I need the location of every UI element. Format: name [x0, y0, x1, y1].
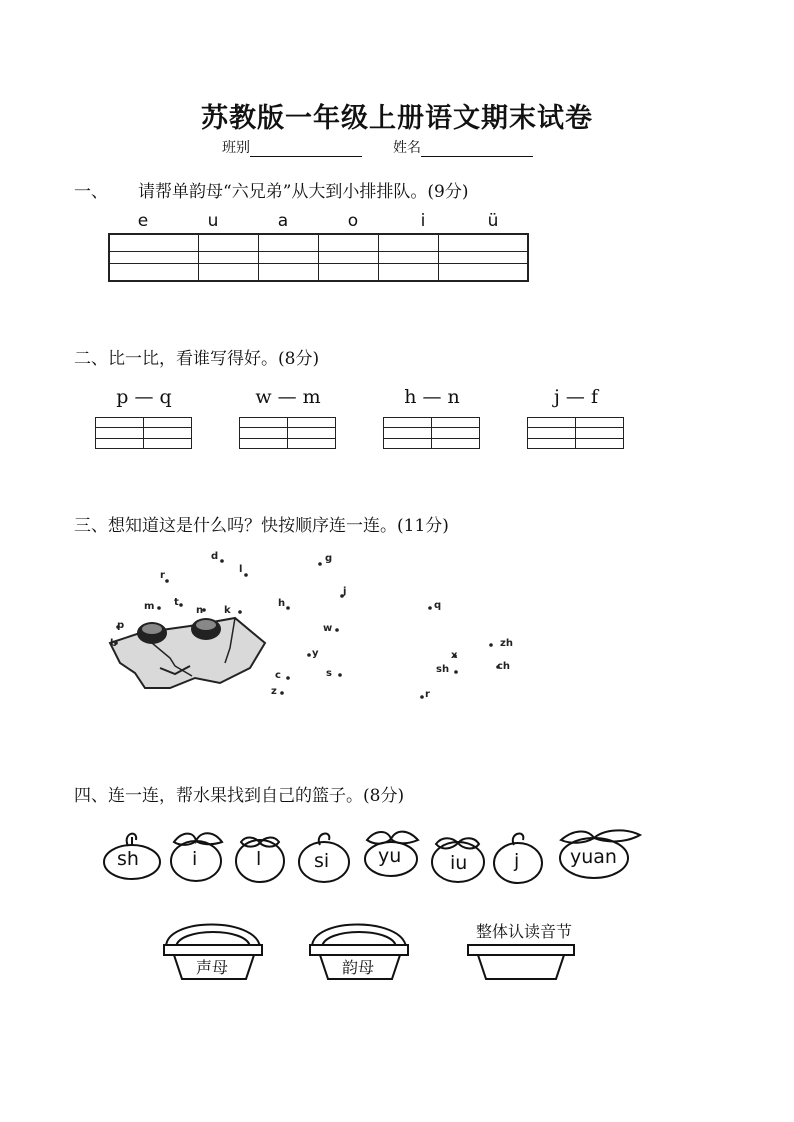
name-label: 姓名 [393, 140, 421, 156]
pair-writing-grid[interactable] [527, 417, 624, 449]
section1-heading [74, 177, 468, 202]
dot-letter: q [434, 600, 442, 611]
dot-letter: zh [500, 638, 513, 649]
pair-writing-grid[interactable] [239, 417, 336, 449]
fruit-label: sh [117, 848, 139, 870]
dot-letter: x [451, 650, 458, 661]
basket-label: 声母 [196, 958, 229, 977]
fruit-label: yu [378, 845, 402, 867]
dot-letter: r [425, 689, 430, 700]
dot-to-dot-illustration [100, 548, 550, 726]
fruit-label: l [256, 848, 262, 870]
pair-writing-grid[interactable] [95, 417, 192, 449]
dot-letter: t [174, 597, 179, 608]
letter-pair: h — n [404, 386, 460, 408]
dot-letter: d [211, 551, 219, 562]
fruit-basket-illustration [86, 815, 646, 1010]
dot-letter: s [326, 668, 332, 679]
dot-letter: g [325, 553, 333, 564]
fruit-label: si [314, 850, 330, 872]
dot-letter: m [144, 601, 155, 612]
dot-letter: j [343, 586, 347, 597]
class-field [222, 137, 362, 157]
section2-heading: 二、比一比，看谁写得好。(8分) [74, 349, 320, 369]
class-label: 班别 [222, 140, 250, 156]
dot-letter: l [239, 564, 243, 575]
dot-letter: w [323, 623, 333, 634]
vowel-label: u [207, 211, 219, 231]
basket-label: 整体认读音节 [476, 922, 573, 941]
fruit-basket-picture [86, 815, 646, 1010]
vowel-row [108, 211, 528, 231]
section1-instruction: 请帮单韵母“六兄弟”从大到小排排队。(9分) [138, 182, 469, 202]
dot-letter: b [110, 638, 118, 649]
fruit-label: yuan [570, 846, 617, 868]
page-title: 苏教版一年级上册语文期末试卷 [201, 103, 593, 134]
dot-letter: n [196, 605, 204, 616]
vowel-writing-grid[interactable] [108, 233, 529, 282]
class-blank[interactable] [250, 141, 362, 157]
pair-writing-grid[interactable] [383, 417, 480, 449]
dot-letter: z [271, 686, 277, 697]
dot-letter: r [160, 570, 165, 581]
vowel-label: e [137, 211, 149, 231]
letter-pair: p — q [116, 386, 172, 408]
dot-letter: c [275, 670, 281, 681]
fruit-label: j [514, 850, 520, 872]
dot-to-dot-picture [100, 548, 550, 726]
vowel-label: o [347, 211, 359, 231]
dot-letter: y [312, 648, 319, 659]
dot-letter: h [278, 598, 286, 609]
fruit-label: iu [450, 852, 468, 874]
dot-letter: ch [497, 661, 511, 672]
vowel-label: a [277, 211, 289, 231]
dot-letter: k [224, 605, 231, 616]
name-blank[interactable] [421, 141, 533, 157]
fruit-label: i [192, 848, 198, 870]
section4-heading: 四、连一连，帮水果找到自己的篮子。(8分) [74, 786, 405, 806]
dot-letter: sh [436, 664, 450, 675]
letter-pair: j — f [553, 386, 598, 408]
basket-label: 韵母 [342, 958, 375, 977]
section3-heading: 三、想知道这是什么吗？快按顺序连一连。(11分) [74, 516, 449, 536]
dot-letter: p [117, 620, 125, 631]
letter-pair: w — m [255, 386, 321, 408]
vowel-label: ü [487, 211, 499, 231]
name-field [393, 137, 533, 157]
section1-number: 一、 [74, 182, 108, 202]
vowel-label: i [420, 211, 426, 231]
